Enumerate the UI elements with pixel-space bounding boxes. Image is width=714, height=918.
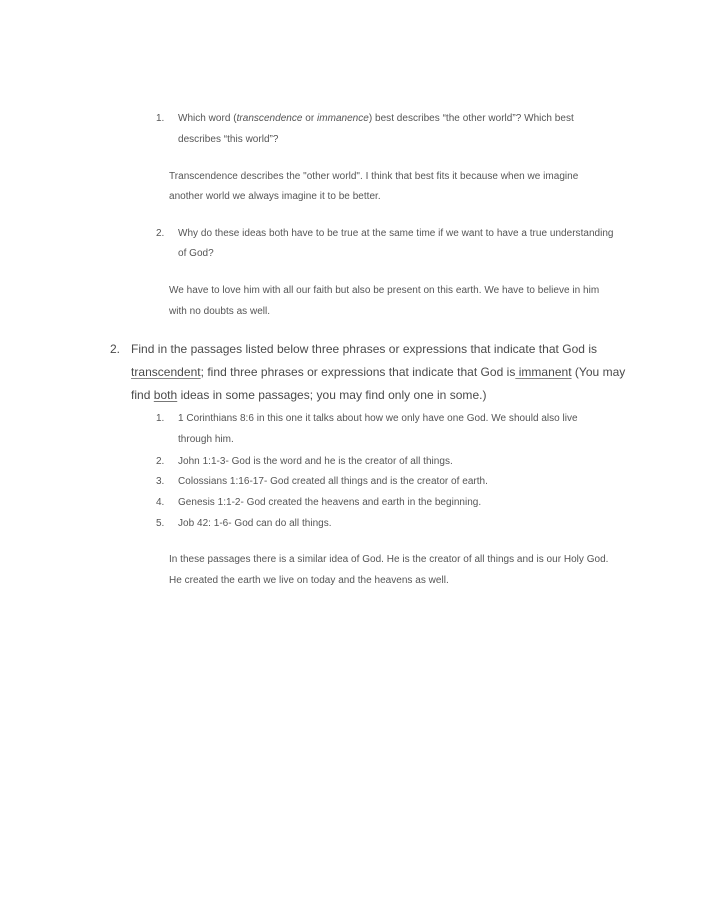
question-2-number: 2. [156, 228, 165, 239]
list-item-3-number: 3. [156, 476, 165, 487]
question-1-text-mid: or [302, 113, 317, 124]
term-transcendent: transcendent [131, 365, 201, 379]
section-2-line-3-end: ideas in some passages; you may find only one in some.) [177, 388, 487, 402]
answer-2-line-1: We have to love him with all our faith but also be present on this earth. We have to believe in him [169, 285, 600, 296]
section-2-line-2-end: (You may [571, 365, 626, 379]
answer-1-line-1: Transcendence describes the "other world". I think that best fits it because when we imagine [169, 171, 579, 182]
section-2-line-2 [131, 365, 625, 379]
italic-term-transcendence: transcendence [236, 113, 303, 124]
question-1-number: 1. [156, 113, 165, 124]
list-item-3-line-1: Colossians 1:16-17- God created all things and is the creator of earth. [178, 476, 488, 487]
question-1-text: Which word ( [178, 113, 237, 124]
list-item-2-line-1: John 1:1-3- God is the word and he is the creator of all things. [178, 456, 453, 467]
italic-term-immanence: immanence [317, 113, 369, 124]
list-item-4-number: 4. [156, 497, 165, 508]
list-item-1-line-1: 1 Corinthians 8:6 in this one it talks about how we only have one God. We should also live [178, 413, 578, 424]
question-2-line-1: Why do these ideas both have to be true at the same time if we want to have a true understanding [178, 228, 614, 239]
term-both: both [153, 388, 178, 402]
answer-1-line-2: another world we always imagine it to be better. [169, 191, 381, 202]
list-item-5-line-1: Job 42: 1-6- God can do all things. [178, 518, 332, 529]
section-2-line-3-start: find [131, 388, 154, 402]
list-item-1-number: 1. [156, 413, 165, 424]
answer-2-line-2: with no doubts as well. [169, 306, 271, 317]
question-1-text-end: ) best describes “the other world”? Which best [368, 113, 574, 124]
section-2-line-1: Find in the passages listed below three phrases or expressions that indicate that God is [131, 342, 598, 356]
list-item-1-line-2: through him. [178, 434, 234, 445]
list-item-2-number: 2. [156, 456, 165, 467]
question-1-line-2: describes “this world”? [178, 134, 279, 145]
summary-line-2: He created the earth we live on today and the heavens as well. [169, 575, 449, 586]
question-1-line-1 [178, 113, 574, 124]
summary-line-1: In these passages there is a similar idea of God. He is the creator of all things and is our Holy God. [169, 554, 609, 565]
section-2-line-3 [131, 388, 487, 402]
section-2-number: 2. [110, 342, 121, 356]
list-item-5-number: 5. [156, 518, 165, 529]
section-2-line-2-text: ; find three phrases or expressions that indicate that God is [200, 365, 516, 379]
term-immanent: immanent [515, 365, 572, 379]
list-item-4-line-1: Genesis 1:1-2- God created the heavens and earth in the beginning. [178, 497, 482, 508]
question-2-line-2: of God? [178, 248, 214, 259]
